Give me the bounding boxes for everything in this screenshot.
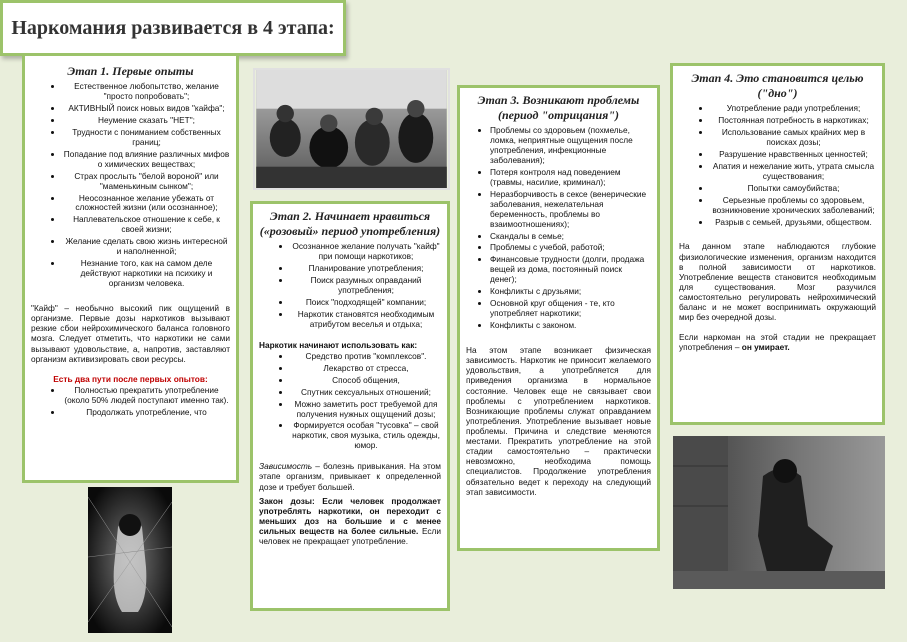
stage2-use-item: • Формируется особая "тусовка" – свой наркотик, своя музыка, стиль одежды, юмор. [291, 420, 441, 451]
stage2-list [259, 241, 441, 330]
stage4-final [679, 332, 876, 352]
stage1-after-list [31, 385, 230, 418]
stage1-item: • Неосознанное желание убежать от сложностей жизни (или осознанное); [63, 193, 230, 214]
stage2-use-item: • Средство против "комплексов". [291, 351, 441, 362]
stage2-law-text: Закон дозы: Если человек продолжает употреблять наркотики, он переходит с меньших доз на большие и с менее сильных веществ на более сильные. [259, 495, 441, 536]
group-photo [253, 68, 450, 190]
sitting-man-photo [673, 436, 885, 589]
stage4-item: • Разрыв с семьей, друзьями, обществом. [711, 217, 876, 228]
stage2-dependency [259, 461, 441, 491]
stage4-final-lead: Если наркоман на этой стадии не прекращает употребления – [679, 332, 876, 353]
stage3-item: • Финансовые трудности (долги, продажа вещей из дома, постоянный поиск денег); [490, 254, 651, 285]
stage3-item: • Скандалы в семье; [490, 231, 651, 242]
stage4-item: • Попытки самоубийства; [711, 183, 876, 194]
stage2-law-tail: Если человек не прекращает употребление. [259, 525, 442, 547]
stage3-item: • Конфликты с друзьями; [490, 286, 651, 297]
stage1-item: • Наплевательское отношение к себе, к своей жизни; [63, 214, 230, 235]
stage1-after-item: • Полностью прекратить употребление (около 50% людей поступают именно так). [63, 385, 230, 406]
stage3-paragraph: На этом этапе возникает физическая зависимость. Наркотик не приносит желаемого удовольствия, а употребляется для приведения организма в нормальное состояние. Человек еще не связывает свои проблемы с употреблением наркотиков. Возникающие проблемы служат оправданием употребления. Употребление вызывает новые проблемы. Причина и следствие меняются местами. Прекратить употребление на этой стадии самостоятельно – практически невозможно, необходима помощь специалистов. Продолжение употребления обязательно ведет к переходу на следующий этап зависимости. [466, 345, 651, 497]
stage2-item: • Поиск "подходящей" компании; [291, 297, 441, 308]
stage3-item: • Основной круг общения - те, кто употребляет наркотики; [490, 298, 651, 319]
stage4-item: • Использование самых крайних мер в поисках дозы; [711, 127, 876, 148]
stage3-heading: Этап 3. Возникают проблемы (период "отрицания") [477, 93, 640, 122]
stage4-item: • Апатия и нежелание жить, утрата смысла существования; [711, 161, 876, 182]
stage4-list [679, 103, 876, 227]
stage4-item: • Постоянная потребность в наркотиках; [711, 115, 876, 126]
stage3-item: • Потеря контроля над поведением (травмы, насилие, криминал); [490, 167, 651, 188]
stage3-item: • Проблемы с учебой, работой; [490, 242, 651, 253]
stage1-item: • Желание сделать свою жизнь интересной и наполненной; [63, 236, 230, 257]
stage2-uses-list [259, 351, 441, 452]
stage1-item: • Естественное любопытство, желание "просто попробовать"; [63, 81, 230, 102]
stage1-item: • Страх прослыть "белой вороной" или "маменькиным сынком"; [63, 171, 230, 192]
stage3-item: • Проблемы со здоровьем (похмелье, ломка, неприятные ощущения после употребления, инфекционные заболевания); [490, 125, 651, 166]
stage2-use-item: • Спутник сексуальных отношений; [291, 387, 441, 398]
poster-title-box [0, 0, 346, 56]
stage2-item: • Наркотик становятся необходимым атрибутом веселья и отдыха; [291, 309, 441, 330]
stage4-heading: Этап 4. Это становится целью ("дно") [691, 71, 864, 100]
stage1-paragraph: "Кайф" – необычно высокий пик ощущений в организме. Первые дозы наркотиков вызывают резкие сбои нейрохимического баланса головного мозга. Следует отметить, что наркотики не сами вызывают удовольствие, а, напротив, заставляют организм активизировать свои ресурсы. [31, 303, 230, 364]
stage4-paragraph: На данном этапе наблюдаются глубокие физиологические изменения, организм находится в полной зависимости от наркотиков. Употребление веществ становится необходимым для существования. Мозг разучился самостоятельно регулировать нейрохимический баланс и не может воспринимать окружающий мир без очередной дозы. [679, 241, 876, 323]
stage1-heading: Этап 1. Первые опыты [67, 64, 194, 78]
stage3-list [466, 125, 651, 331]
stage1-item: • Неумение сказать "НЕТ"; [63, 115, 230, 126]
stage2-item: • Планирование употребления; [291, 263, 441, 274]
poster-title: Наркомания развивается в 4 этапа: [11, 16, 335, 39]
stage3-item: • Неразборчивость в сексе (венерические заболевания, нежелательная беременность, проблемы во взаимоотношениях); [490, 189, 651, 230]
stage4-item: • Употребление ради употребления; [711, 103, 876, 114]
stage1-after-item: • Продолжать употребление, что [63, 407, 230, 418]
stage3-card [457, 85, 660, 551]
stage2-item: • Поиск разумных оправданий употребления; [291, 275, 441, 296]
stage1-item: • Трудности с пониманием собственных границ; [63, 127, 230, 148]
stage4-card [670, 63, 885, 425]
stage4-item: • Серьезные проблемы со здоровьем, возникновение хронических заболеваний; [711, 195, 876, 216]
stage1-card [22, 53, 239, 483]
stage1-item: • АКТИВНЫЙ поиск новых видов "кайфа"; [63, 103, 230, 114]
stage2-use-item: • Способ общения, [291, 375, 441, 386]
girl-photo [88, 487, 172, 633]
stage2-use-item: • Лекарство от стресса, [291, 363, 441, 374]
stage3-item: • Конфликты с законом. [490, 320, 651, 331]
stage4-item: • Разрушение нравственных ценностей; [711, 149, 876, 160]
stage2-use-item: • Можно заметить рост требуемой для получения нужных ощущений дозы; [291, 399, 441, 420]
stage2-item: • Осознанное желание получать "кайф" при помощи наркотиков; [291, 241, 441, 262]
stage4-final-bold: он умирает. [741, 342, 790, 353]
stage2-law [259, 496, 441, 547]
stage2-uses-title: Наркотик начинают использовать как: [259, 339, 418, 350]
stage1-two-ways: Есть два пути после первых опытов: [53, 373, 208, 384]
stage2-dependency-term: Зависимость [259, 461, 313, 472]
stage1-item: • Попадание под влияние различных мифов о химических веществах; [63, 149, 230, 170]
stage1-list [31, 81, 230, 289]
stage1-item: • Незнание того, как на самом деле действуют наркотики на психику и организм человека. [63, 258, 230, 289]
stage2-heading: Этап 2. Начинает нравиться («розовый» период употребления) [259, 209, 441, 238]
stage2-dependency-text: – болезнь привыкания. На этом этапе организм, привыкает к определенной дозе и требует большей. [259, 461, 441, 492]
stage2-card [250, 201, 450, 611]
